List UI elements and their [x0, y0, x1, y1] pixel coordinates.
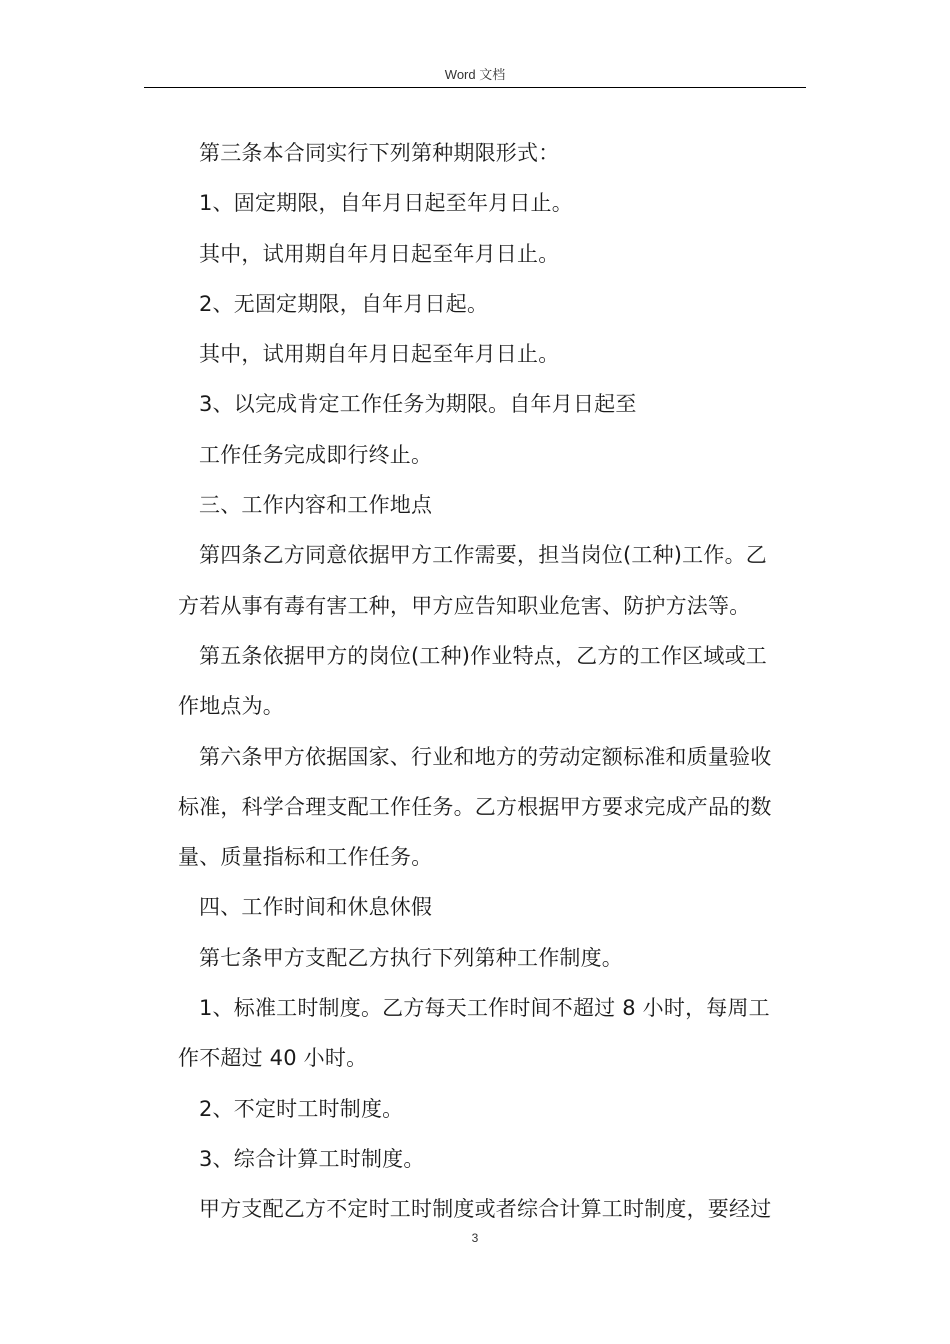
paragraph: 其中，试用期自年月日起至年月日止。: [199, 342, 560, 367]
paragraph: 3、以完成肯定工作任务为期限。自年月日起至: [199, 392, 637, 417]
paragraph-continuation: 标准，科学合理支配工作任务。乙方根据甲方要求完成产品的数: [178, 794, 772, 819]
paragraph: 第六条甲方依据国家、行业和地方的劳动定额标准和质量验收: [199, 744, 772, 769]
paragraph-continuation: 量、质量指标和工作任务。: [178, 845, 433, 870]
paragraph: 第五条依据甲方的岗位(工种)作业特点，乙方的工作区域或工: [199, 643, 767, 668]
paragraph: 第四条乙方同意依据甲方工作需要，担当岗位(工种)工作。乙: [199, 543, 767, 568]
paragraph: 1、固定期限，自年月日起至年月日止。: [199, 191, 573, 216]
paragraph: 其中，试用期自年月日起至年月日止。: [199, 241, 560, 266]
paragraph-continuation: 作不超过 40 小时。: [178, 1046, 368, 1071]
paragraph: 工作任务完成即行终止。: [199, 442, 433, 467]
paragraph: 2、无固定期限，自年月日起。: [199, 291, 489, 316]
paragraph: 2、不定时工时制度。: [199, 1096, 404, 1121]
section-heading: 四、工作时间和休息休假: [199, 895, 433, 920]
document-body: [178, 128, 808, 1235]
page-header-title: Word 文档: [444, 67, 506, 82]
section-heading: 三、工作内容和工作地点: [199, 493, 433, 518]
paragraph: 第三条本合同实行下列第种期限形式：: [199, 141, 560, 165]
paragraph: 3、综合计算工时制度。: [199, 1146, 425, 1171]
paragraph-continuation: 方若从事有毒有害工种，甲方应告知职业危害、防护方法等。: [178, 593, 751, 618]
paragraph-continuation: 作地点为。: [178, 694, 284, 719]
paragraph: 甲方支配乙方不定时工时制度或者综合计算工时制度，要经过: [199, 1197, 772, 1222]
paragraph: 第七条甲方支配乙方执行下列第种工作制度。: [199, 945, 623, 970]
paragraph: 1、标准工时制度。乙方每天工作时间不超过 8 小时，每周工: [199, 996, 770, 1021]
page-number: 3: [471, 1231, 479, 1245]
header-divider: [144, 87, 806, 88]
